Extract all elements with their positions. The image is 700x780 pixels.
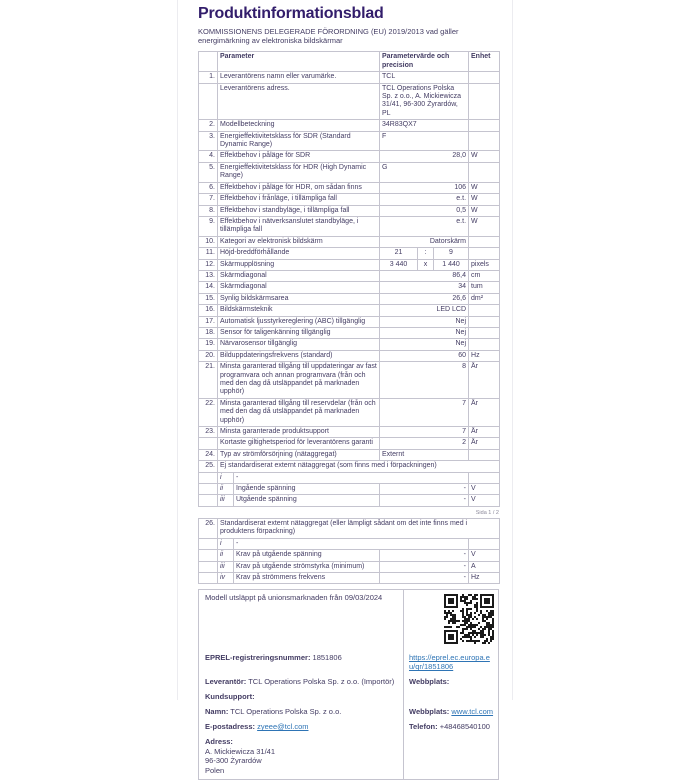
row-number: 24. bbox=[199, 449, 218, 460]
parameter-cell: Skärmupplösning bbox=[218, 259, 380, 270]
unit-cell: A bbox=[469, 561, 500, 572]
unit-cell bbox=[469, 236, 500, 247]
row-number: 6. bbox=[199, 182, 218, 193]
row-number bbox=[199, 550, 218, 561]
value-cell: - bbox=[234, 538, 469, 549]
parameter-cell: Energieffektivitetsklass för HDR (High Dynamic Range) bbox=[218, 162, 380, 182]
table-row bbox=[199, 194, 500, 205]
supplier-row bbox=[199, 673, 403, 689]
table-row bbox=[199, 72, 500, 83]
table-row bbox=[199, 495, 500, 506]
table-row bbox=[199, 248, 500, 259]
page-indicator: Sida 1 / 2 bbox=[475, 509, 499, 516]
name-value: TCL Operations Polska Sp. z o.o. bbox=[230, 707, 342, 717]
eprel-label: EPREL-registreringsnummer: bbox=[205, 653, 311, 663]
row-number: 23. bbox=[199, 427, 218, 438]
row-number: 2. bbox=[199, 120, 218, 131]
value-cell: 3 440 bbox=[380, 259, 418, 270]
unit-cell bbox=[469, 83, 500, 120]
parameter-cell: Typ av strömförsörjning (nätaggregat) bbox=[218, 449, 380, 460]
row-number bbox=[199, 561, 218, 572]
address-block bbox=[199, 733, 403, 779]
row-number: 4. bbox=[199, 151, 218, 162]
row-number bbox=[199, 83, 218, 120]
table-row bbox=[199, 131, 500, 151]
row-number: 17. bbox=[199, 316, 218, 327]
parameter-cell: Energieffektivitetsklass för SDR (Standard Dynamic Range) bbox=[218, 131, 380, 151]
parameter-cell: Kortaste giltighetsperiod för leverantörens garanti bbox=[218, 438, 380, 449]
row-number: 21. bbox=[199, 362, 218, 399]
value-cell: - bbox=[380, 561, 469, 572]
table-row bbox=[199, 259, 500, 270]
value-cell: 9 bbox=[434, 248, 469, 259]
unit-cell bbox=[469, 72, 500, 83]
value-cell: TCL Operations Polska Sp. z o.o., A. Mickiewicza 31/41, 96-300 Żyrardów, PL bbox=[380, 83, 469, 120]
unit-cell bbox=[469, 449, 500, 460]
table-header-row bbox=[199, 52, 500, 72]
value-cell: 1 440 bbox=[434, 259, 469, 270]
row-number bbox=[199, 484, 218, 495]
row-number: 16. bbox=[199, 305, 218, 316]
row-number: 19. bbox=[199, 339, 218, 350]
qr-cell bbox=[403, 590, 498, 648]
value-separator-cell: : bbox=[418, 248, 434, 259]
parameter-cell: Skärmdiagonal bbox=[218, 282, 380, 293]
unit-cell bbox=[469, 120, 500, 131]
unit-cell bbox=[469, 131, 500, 151]
sub-index-cell: i bbox=[218, 472, 234, 483]
row-number: 14. bbox=[199, 282, 218, 293]
value-cell: Nej bbox=[380, 327, 469, 338]
row-number: 26. bbox=[199, 518, 218, 538]
value-cell: Nej bbox=[380, 339, 469, 350]
parameter-cell: Minsta garanterad tillgång till uppdateringar av fast programvara och annan programvara (från och med den dag då utsläppandet på marknaden upphör) bbox=[218, 362, 380, 399]
row-number: 11. bbox=[199, 248, 218, 259]
address-line: A. Mickiewicza 31/41 bbox=[205, 746, 276, 756]
unit-cell bbox=[469, 305, 500, 316]
unit-cell: W bbox=[469, 182, 500, 193]
external-psu-table bbox=[198, 518, 500, 584]
parameter-cell: Närvarosensor tillgänglig bbox=[218, 339, 380, 350]
row-number: 7. bbox=[199, 194, 218, 205]
table-row bbox=[199, 216, 500, 236]
row-number: 18. bbox=[199, 327, 218, 338]
parameter-cell: Effektbehov i påläge för HDR, om sådan finns bbox=[218, 182, 380, 193]
table-row bbox=[199, 461, 500, 472]
unit-cell: År bbox=[469, 362, 500, 399]
table-row bbox=[199, 293, 500, 304]
unit-cell: W bbox=[469, 151, 500, 162]
unit-cell bbox=[469, 316, 500, 327]
parameter-cell: Effektbehov i nätverksanslutet standbyläge, i tillämpliga fall bbox=[218, 216, 380, 236]
value-cell: - bbox=[380, 495, 469, 506]
unit-cell bbox=[469, 538, 500, 549]
unit-cell: År bbox=[469, 398, 500, 426]
table-row bbox=[199, 561, 500, 572]
value-cell: Externt bbox=[380, 449, 469, 460]
parameter-cell: Krav på utgående spänning bbox=[234, 550, 380, 561]
value-cell: 34 bbox=[380, 282, 469, 293]
market-release-text: Modell utsläppt på unionsmarknaden från 09/03/2024 bbox=[205, 593, 383, 603]
value-cell: Nej bbox=[380, 316, 469, 327]
supplier-value: TCL Operations Polska Sp. z o.o. (Importör) bbox=[248, 677, 395, 687]
footer-box bbox=[198, 589, 499, 780]
parameter-cell: Bildskärmsteknik bbox=[218, 305, 380, 316]
unit-cell: År bbox=[469, 438, 500, 449]
header-unit: Enhet bbox=[469, 52, 500, 72]
eprel-number: 1851806 bbox=[312, 653, 342, 663]
value-cell: 28,0 bbox=[380, 151, 469, 162]
value-cell: F bbox=[380, 131, 469, 151]
unit-cell: V bbox=[469, 484, 500, 495]
name-row bbox=[199, 703, 403, 719]
unit-cell bbox=[469, 339, 500, 350]
value-cell: - bbox=[380, 550, 469, 561]
row-number: 22. bbox=[199, 398, 218, 426]
table-row bbox=[199, 270, 500, 281]
supplier-label: Leverantör: bbox=[205, 677, 247, 687]
sub-index-cell: ii bbox=[218, 550, 234, 561]
row-number bbox=[199, 438, 218, 449]
qr-code bbox=[444, 594, 494, 644]
row-number bbox=[199, 495, 218, 506]
page-subtitle: KOMMISSIONENS DELEGERADE FÖRORDNING (EU) 2019/2013 vad gäller energimärkning av elektroniska bildskärmar bbox=[198, 27, 459, 46]
unit-cell bbox=[469, 248, 500, 259]
row-number: 13. bbox=[199, 270, 218, 281]
value-cell: 106 bbox=[380, 182, 469, 193]
unit-cell bbox=[469, 162, 500, 182]
external-psu-table-body bbox=[199, 518, 500, 583]
row-span-text: Ej standardiserat externt nätaggregat (som finns med i förpackningen) bbox=[218, 461, 500, 472]
parameter-cell: Automatisk ljusstyrkereglering (ABC) tillgänglig bbox=[218, 316, 380, 327]
phone-value: +48468540100 bbox=[439, 722, 490, 732]
table-row bbox=[199, 550, 500, 561]
value-cell: Datorskärm bbox=[380, 236, 469, 247]
row-number: 10. bbox=[199, 236, 218, 247]
parameter-cell: Minsta garanterad tillgång till reservdelar (från och med den dag då utsläppandet på marknaden upphör) bbox=[218, 398, 380, 426]
row-number bbox=[199, 538, 218, 549]
unit-cell: dm² bbox=[469, 293, 500, 304]
parameter-cell: Krav på strömmens frekvens bbox=[234, 572, 380, 583]
row-span-text: Standardiserat externt nätaggregat (eller lämpligt sådant om det inte finns med i produktens förpackning) bbox=[218, 518, 500, 538]
parameter-cell: Kategori av elektronisk bildskärm bbox=[218, 236, 380, 247]
row-number: 1. bbox=[199, 72, 218, 83]
email-link[interactable]: zyeee@tcl.com bbox=[257, 722, 309, 732]
parameter-cell: Utgående spänning bbox=[234, 495, 380, 506]
table-row bbox=[199, 327, 500, 338]
value-cell: 7 bbox=[380, 427, 469, 438]
page-title: Produktinformationsblad bbox=[198, 5, 384, 22]
table-row bbox=[199, 362, 500, 399]
unit-cell: pixels bbox=[469, 259, 500, 270]
table-row bbox=[199, 205, 500, 216]
eprel-row bbox=[199, 648, 403, 673]
header-value: Parametervärde och precision bbox=[380, 52, 469, 72]
website-link[interactable]: www.tcl.com bbox=[451, 707, 494, 717]
value-cell: 26,6 bbox=[380, 293, 469, 304]
unit-cell bbox=[469, 472, 500, 483]
value-cell: 21 bbox=[380, 248, 418, 259]
table-row bbox=[199, 316, 500, 327]
parameter-cell: Höjd-breddförhållande bbox=[218, 248, 380, 259]
table-row bbox=[199, 305, 500, 316]
phone-cell bbox=[403, 719, 498, 733]
address-label: Adress: bbox=[205, 737, 233, 747]
table-row bbox=[199, 484, 500, 495]
unit-cell bbox=[469, 327, 500, 338]
address-line: 96-300 Żyrardów bbox=[205, 756, 262, 766]
support-row bbox=[199, 689, 403, 703]
product-info-table-body bbox=[199, 72, 500, 507]
product-info-table bbox=[198, 51, 500, 506]
website-cell bbox=[403, 673, 498, 689]
unit-cell: cm bbox=[469, 270, 500, 281]
website2-label: Webbplats: bbox=[409, 707, 450, 717]
parameter-cell: Effektbehov i standbyläge, i tillämpliga fall bbox=[218, 205, 380, 216]
website2-cell bbox=[403, 703, 498, 719]
table-row bbox=[199, 438, 500, 449]
support-label: Kundsupport: bbox=[205, 692, 255, 702]
unit-cell: År bbox=[469, 427, 500, 438]
table-row bbox=[199, 572, 500, 583]
sub-index-cell: iii bbox=[218, 495, 234, 506]
table-row bbox=[199, 472, 500, 483]
parameter-cell: Skärmdiagonal bbox=[218, 270, 380, 281]
value-cell: 8 bbox=[380, 362, 469, 399]
website-label: Webbplats: bbox=[409, 677, 450, 687]
sub-index-cell: iii bbox=[218, 561, 234, 572]
support-empty-cell bbox=[403, 689, 498, 703]
unit-cell: tum bbox=[469, 282, 500, 293]
unit-cell: W bbox=[469, 194, 500, 205]
value-cell: e.t. bbox=[380, 216, 469, 236]
parameter-cell: Ingående spänning bbox=[234, 484, 380, 495]
table-row bbox=[199, 83, 500, 120]
row-number: 8. bbox=[199, 205, 218, 216]
name-label: Namn: bbox=[205, 707, 229, 717]
unit-cell: W bbox=[469, 216, 500, 236]
value-cell: - bbox=[234, 472, 469, 483]
eprel-link[interactable]: https://eprel.ec.europa.eu/qr/1851806 bbox=[409, 653, 490, 672]
email-label: E-postadress: bbox=[205, 722, 256, 732]
unit-cell: V bbox=[469, 550, 500, 561]
value-cell: - bbox=[380, 484, 469, 495]
value-cell: - bbox=[380, 572, 469, 583]
row-number: 20. bbox=[199, 350, 218, 361]
row-number bbox=[199, 572, 218, 583]
document-page bbox=[177, 0, 513, 775]
parameter-cell: Sensor för taligenkänning tillgänglig bbox=[218, 327, 380, 338]
header-parameter: Parameter bbox=[218, 52, 380, 72]
row-number: 12. bbox=[199, 259, 218, 270]
row-number: 5. bbox=[199, 162, 218, 182]
value-separator-cell: x bbox=[418, 259, 434, 270]
value-cell: 0,5 bbox=[380, 205, 469, 216]
eprel-link-cell bbox=[403, 648, 498, 673]
address-line: Polen bbox=[205, 765, 225, 775]
parameter-cell: Modellbeteckning bbox=[218, 120, 380, 131]
value-cell: 86,4 bbox=[380, 270, 469, 281]
sub-index-cell: ii bbox=[218, 484, 234, 495]
parameter-cell: Leverantörens namn eller varumärke. bbox=[218, 72, 380, 83]
table-row bbox=[199, 339, 500, 350]
unit-cell: V bbox=[469, 495, 500, 506]
parameter-cell: Krav på utgående strömstyrka (minimum) bbox=[234, 561, 380, 572]
sub-index-cell: iv bbox=[218, 572, 234, 583]
table-row bbox=[199, 449, 500, 460]
table-row bbox=[199, 182, 500, 193]
email-row bbox=[199, 719, 403, 733]
unit-cell: W bbox=[469, 205, 500, 216]
parameter-cell: Effektbehov i påläge för SDR bbox=[218, 151, 380, 162]
table-row bbox=[199, 162, 500, 182]
value-cell: 7 bbox=[380, 398, 469, 426]
row-number bbox=[199, 472, 218, 483]
value-cell: 34R83QX7 bbox=[380, 120, 469, 131]
table-row bbox=[199, 350, 500, 361]
row-number: 3. bbox=[199, 131, 218, 151]
value-cell: LED LCD bbox=[380, 305, 469, 316]
table-row bbox=[199, 538, 500, 549]
value-cell: 60 bbox=[380, 350, 469, 361]
table-row bbox=[199, 282, 500, 293]
parameter-cell: Synlig bildskärmsarea bbox=[218, 293, 380, 304]
value-cell: 2 bbox=[380, 438, 469, 449]
unit-cell: Hz bbox=[469, 350, 500, 361]
parameter-cell: Bilduppdateringsfrekvens (standard) bbox=[218, 350, 380, 361]
table-row bbox=[199, 236, 500, 247]
address-empty-cell bbox=[403, 733, 498, 779]
table-row bbox=[199, 398, 500, 426]
row-number: 9. bbox=[199, 216, 218, 236]
parameter-cell: Leverantörens adress. bbox=[218, 83, 380, 120]
value-cell: e.t. bbox=[380, 194, 469, 205]
table-row bbox=[199, 427, 500, 438]
parameter-cell: Minsta garanterade produktsupport bbox=[218, 427, 380, 438]
table-row bbox=[199, 151, 500, 162]
header-num-cell bbox=[199, 52, 218, 72]
row-number: 25. bbox=[199, 461, 218, 472]
table-row bbox=[199, 120, 500, 131]
phone-label: Telefon: bbox=[409, 722, 438, 732]
table-row bbox=[199, 518, 500, 538]
unit-cell: Hz bbox=[469, 572, 500, 583]
row-number: 15. bbox=[199, 293, 218, 304]
value-cell: TCL bbox=[380, 72, 469, 83]
parameter-cell: Effektbehov i frånläge, i tillämpliga fall bbox=[218, 194, 380, 205]
sub-index-cell: i bbox=[218, 538, 234, 549]
value-cell: G bbox=[380, 162, 469, 182]
